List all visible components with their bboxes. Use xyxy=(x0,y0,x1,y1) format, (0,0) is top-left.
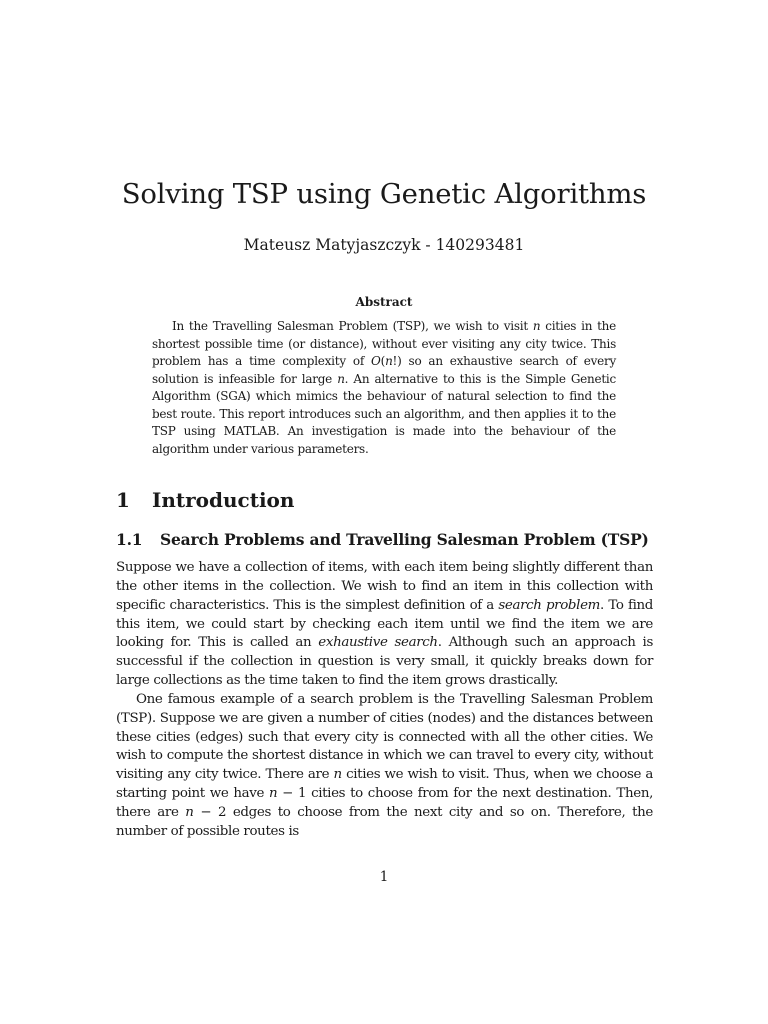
math-n: n xyxy=(337,371,345,386)
math-n: n xyxy=(268,786,278,802)
subsection-number: 1.1 xyxy=(116,530,143,549)
section-title: Introduction xyxy=(152,488,295,512)
paper-title: Solving TSP using Genetic Algorithms xyxy=(121,178,647,210)
paragraph-1: Suppose we have a collection of items, with each item being slightly different than the other items in the collection. We wish to find an item in this collection with specific characteristics. This is the simplest definition of a search problem. To find this item, we could start by checking each item until we find the item we are looking for. This is called an exhaustive search. Although such an approach is successful if the collection in question is very small, it quickly breaks down for large collections as the time taken to find the item grows drastically. xyxy=(116,560,653,689)
page-number: 1 xyxy=(379,869,389,885)
emphasis-search-problem: search problem xyxy=(498,597,601,613)
body-text xyxy=(116,559,653,842)
subsection-heading xyxy=(116,529,649,551)
math-n: n xyxy=(532,319,541,333)
abstract-heading: Abstract xyxy=(355,295,413,309)
math-n: n xyxy=(333,767,342,783)
math-n: n xyxy=(385,354,393,368)
section-number: 1 xyxy=(116,488,130,512)
math-n: n xyxy=(185,804,194,820)
paragraph-2: One famous example of a search problem is the Travelling Salesman Problem (TSP). Suppose we are given a number of cities (nodes) and the distances between these cities (edges) such that every city is connected with all the other cities. We wish to compute the shortest distance in which we can travel to every city, without visiting any city twice. There are n cities we wish to visit. Thus, when we choose a starting point we have n − 1 cities to choose from for the next destination. Then, there are n − 2 edges to choose from the next city and so on. Therefore, the number of possible routes is xyxy=(116,691,654,839)
math-O: O xyxy=(371,354,381,368)
subsection-title: Search Problems and Travelling Salesman Problem (TSP) xyxy=(160,530,649,549)
abstract-text: In the Travelling Salesman Problem (TSP), we wish to visit n cities in the shortest possible time (or distance), without ever visiting any city twice. This problem has a time complexity of O(n!) so an exhaustive search of every solution is infeasible for large n. An alternative to this is the Simple Genetic Algorithm (SGA) which mimics the behaviour of natural selection to find the best route. This report introduces such an algorithm, and then applies it to the TSP using MATLAB. An investigation is made into the behaviour of the algorithm under various parameters. xyxy=(152,319,617,456)
paper-author: Mateusz Matyjaszczyk - 140293481 xyxy=(243,236,525,254)
emphasis-exhaustive-search: exhaustive search xyxy=(318,635,438,651)
section-heading-introduction xyxy=(116,486,294,514)
